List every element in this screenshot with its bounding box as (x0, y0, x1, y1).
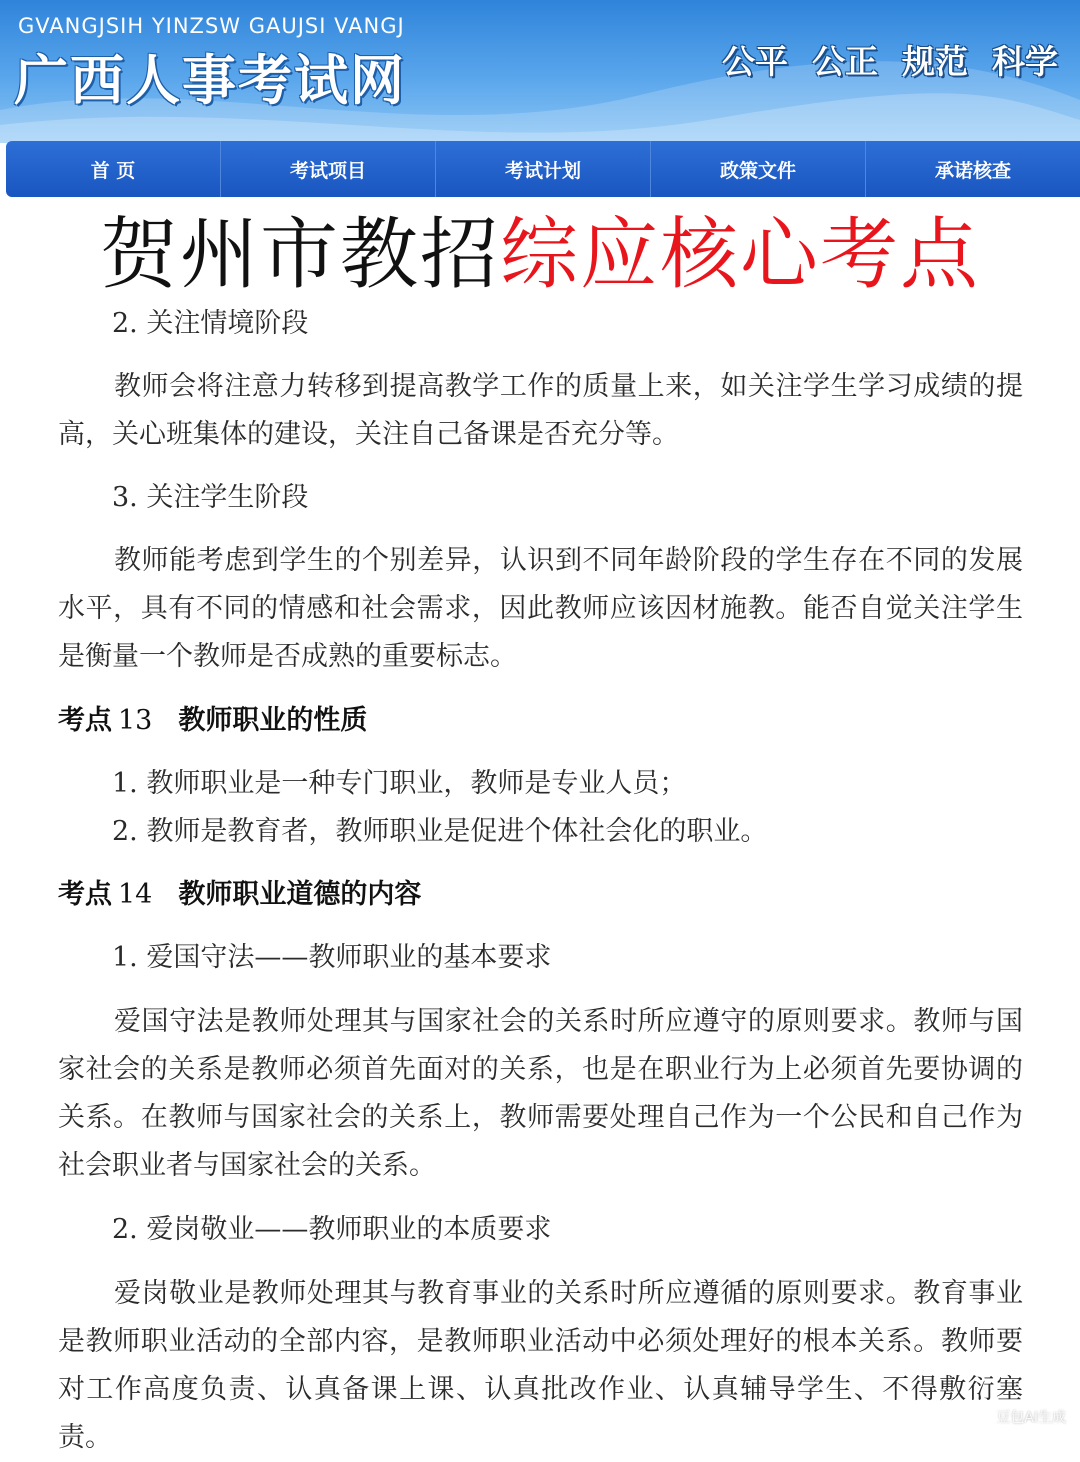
paragraph: 爱国守法是教师处理其与国家社会的关系时所应遵守的原则要求。教师与国家社会的关系是教师必须首先面对的关系，也是在职业行为上必须首先要协调的关系。在教师与国家社会的关系上，教师需要处理自己作为一个公民和自己作为社会职业者与国家社会的关系。 (58, 1006, 1023, 1181)
main-nav (6, 141, 1080, 197)
slogan-item: 公平 (722, 42, 788, 81)
heading-prefix: 考点 (58, 705, 112, 736)
nav-item-exam-projects[interactable]: 考试项目 (221, 141, 436, 197)
nav-item-exam-plans[interactable]: 考试计划 (436, 141, 651, 197)
heading-prefix: 考点 (58, 879, 112, 910)
site-header (0, 0, 1080, 143)
slogan-item: 规范 (902, 42, 968, 81)
paragraph: 教师能考虑到学生的个别差异，认识到不同年龄阶段的学生存在不同的发展水平，具有不同的情感和社会需求，因此教师应该因材施教。能否自觉关注学生是衡量一个教师是否成熟的重要标志。 (58, 545, 1023, 672)
heading-title: 教师职业的性质 (178, 705, 368, 736)
heading-title: 教师职业道德的内容 (178, 879, 422, 910)
site-pinyin: GVANGJSIH YINZSW GAUJSI VANGJ (18, 14, 405, 38)
nav-item-policy-documents[interactable]: 政策文件 (651, 141, 866, 197)
slogan-item: 科学 (992, 42, 1058, 81)
slogan-item: 公正 (812, 42, 878, 81)
list-item: 2. 关注情境阶段 (112, 308, 309, 339)
section-heading (58, 701, 367, 741)
list-item: 1. 教师职业是一种专门职业，教师是专业人员； (112, 768, 687, 799)
list-item: 2. 爱岗敬业——教师职业的本质要求 (112, 1214, 552, 1245)
paragraph: 爱岗敬业是教师处理其与教育事业的关系时所应遵循的原则要求。教育事业是教师职业活动的全部内容，是教师职业活动中必须处理好的根本关系。教师要对工作高度负责、认真备课上课、认真批改作业、认真辅导学生、不得敷衍塞责。 (58, 1278, 1023, 1453)
section-heading (58, 875, 421, 915)
nav-item-commitment-check[interactable]: 承诺核查 (934, 159, 1011, 182)
list-item: 1. 爱国守法——教师职业的基本要求 (112, 942, 552, 973)
list-item: 2. 教师是教育者，教师职业是促进个体社会化的职业。 (112, 816, 768, 847)
heading-number: 14 (118, 879, 153, 910)
list-item: 3. 关注学生阶段 (112, 482, 309, 513)
site-slogan (722, 36, 1058, 83)
paragraph: 教师会将注意力转移到提高教学工作的质量上来，如关注学生学习成绩的提高，关心班集体的建设，关注自己备课是否充分等。 (58, 371, 1023, 450)
page-title (0, 208, 1080, 302)
page-title-part2: 综应核心考点 (500, 210, 981, 300)
site-logo-name[interactable]: 广西人事考试网 (14, 49, 406, 112)
ai-watermark: 豆包AI生成 (996, 1410, 1066, 1426)
heading-number: 13 (118, 705, 153, 736)
page-title-part1: 贺州市教招 (99, 210, 500, 300)
nav-item-home[interactable]: 首 页 (6, 141, 221, 197)
